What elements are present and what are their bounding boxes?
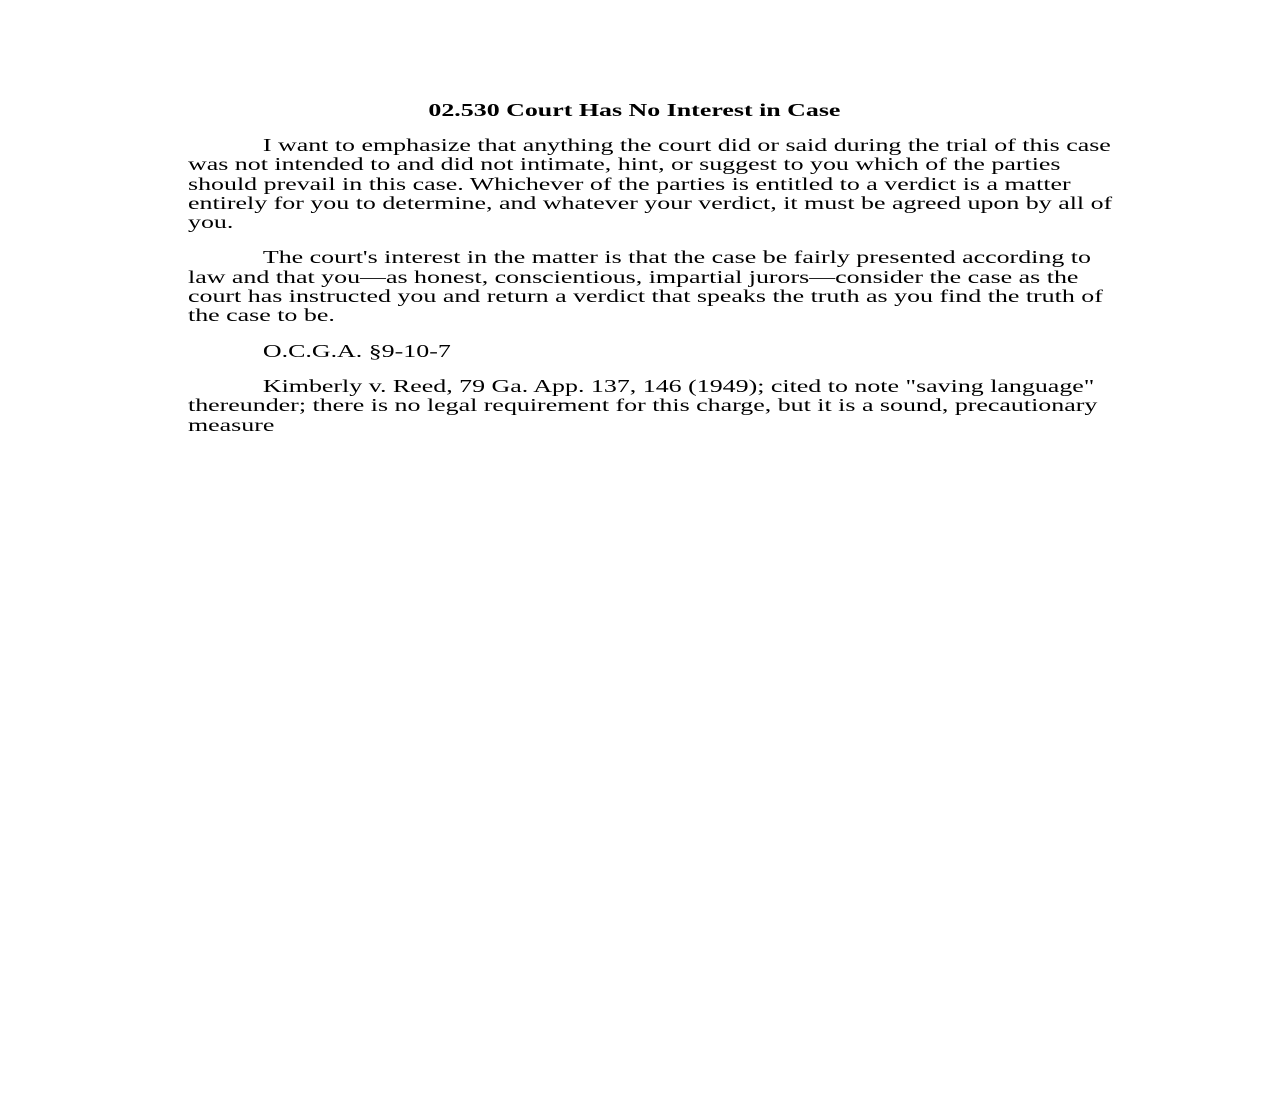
paragraph-line: you.: [188, 212, 234, 233]
paragraph: [188, 375, 1098, 435]
paragraph: [188, 135, 1113, 233]
paragraph-line: Kimberly v. Reed, 79 Ga. App. 137, 146 (1949); cited to note "saving language": [262, 375, 1095, 396]
paragraph-line: the case to be.: [188, 305, 335, 326]
document-title: 02.530 Court Has No Interest in Case: [428, 100, 841, 120]
paragraph-line: The court's interest in the matter is that the case be fairly presented according to: [262, 247, 1091, 268]
paragraph-line: was not intended to and did not intimate, hint, or suggest to you which of the parties: [188, 154, 1061, 175]
document-body: [188, 135, 1113, 435]
paragraph-line: should prevail in this case. Whichever of the parties is entitled to a verdict is a matter: [188, 173, 1071, 194]
paragraph-line: court has instructed you and return a verdict that speaks the truth as you find the truth of: [188, 286, 1103, 307]
paragraph-line: I want to emphasize that anything the court did or said during the trial of this case: [262, 135, 1111, 155]
paragraph-line: measure: [188, 414, 275, 435]
paragraph-line: law and that you—as honest, conscientious, impartial jurors—consider the case as the: [188, 266, 1079, 287]
paragraph-line: O.C.G.A. §9-10-7: [262, 340, 451, 361]
document-page: [188, 100, 1113, 451]
paragraph: [188, 247, 1103, 326]
paragraph-line: entirely for you to determine, and whatever your verdict, it must be agreed upon by all of: [188, 192, 1113, 213]
paragraph-line: thereunder; there is no legal requirement for this charge, but it is a sound, precautionary: [188, 395, 1098, 416]
paragraph: [188, 342, 1081, 361]
